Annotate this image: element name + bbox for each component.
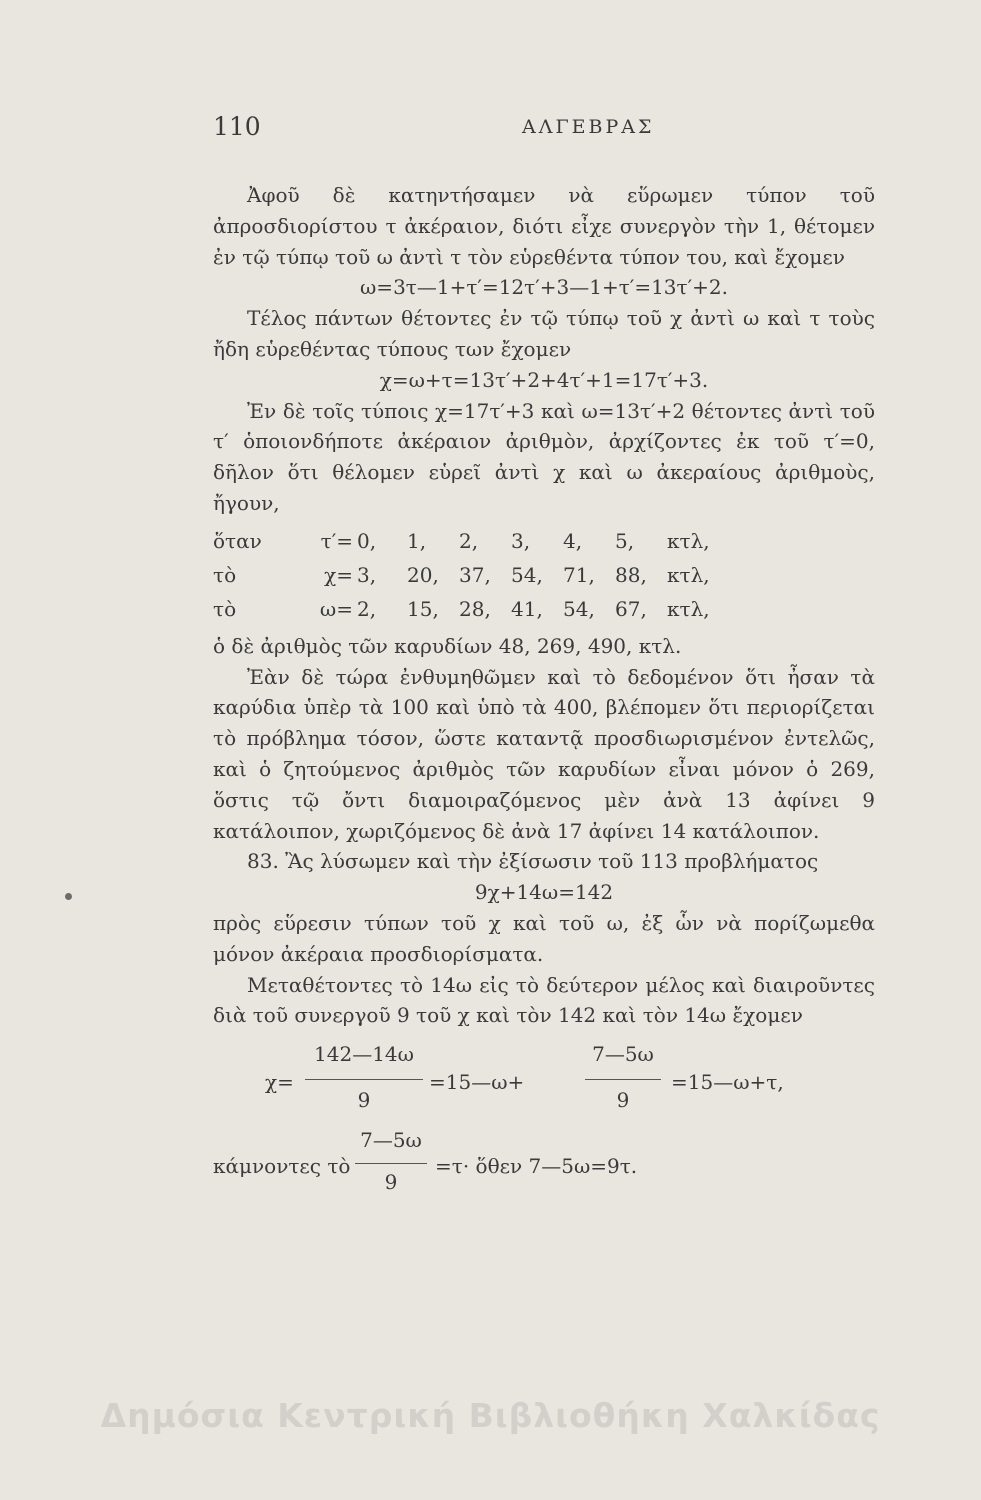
table-row <box>213 525 710 559</box>
values-table <box>213 525 710 627</box>
table-row <box>213 559 710 593</box>
table-cell: 20, <box>407 563 439 588</box>
table-cell: 2, <box>357 597 377 622</box>
paragraph: Ἐὰν δὲ τώρα ἐνθυμηθῶμεν καὶ τὸ δεδομένον ὅτι ἦσαν τὰ καρύδια ὑπὲρ τὰ 100 καὶ ὑπὸ τὰ 400, βλέπομεν ὅτι περιορίζεται τὸ πρόβλημα τόσον, ὥστε καταντᾷ προσδιωρισμένον ἐντελῶς, καὶ ὁ ζητούμενος ἀριθμὸς τῶν καρυδίων εἶναι μόνον ὁ 269, ὅστις τῷ ὄντι διαμοιραζόμενος μὲν ἀνὰ 13 ἀφίνει 9 κατάλοιπον, χωριζόμενος δὲ ἀνὰ 17 ἀφίνει 14 κατάλοιπον. <box>213 664 875 843</box>
table-cell: 15, <box>407 597 439 622</box>
fraction-bar <box>585 1079 661 1080</box>
row-label: τὸ <box>213 563 237 588</box>
fraction-bar <box>305 1079 423 1080</box>
table-cell: 3, <box>511 529 531 554</box>
paragraph: Ἀφοῦ δὲ κατηντήσαμεν νὰ εὕρωμεν τύπον τοῦ ἀπροσδιορίστου τ ἀκέραιον, διότι εἶχε συνεργὸν τὴν 1, θέτομεν ἐν τῷ τύπῳ τοῦ ω ἀντὶ τ τὸν εὑρεθέντα τύπον του, καὶ ἔχομεν <box>213 183 875 269</box>
table-cell: κτλ, <box>667 529 710 554</box>
table-cell: 67, <box>615 597 647 622</box>
row-symbol: χ= <box>324 563 353 588</box>
paragraph: Μεταθέτοντες τὸ 14ω εἰς τὸ δεύτερον μέλος καὶ διαιροῦντες διὰ τοῦ συνεργοῦ 9 τοῦ χ καὶ τὸν 142 καὶ τὸν 14ω ἔχομεν <box>213 972 875 1028</box>
row-symbol: τ′= <box>320 529 353 554</box>
table-cell: κτλ, <box>667 597 710 622</box>
fraction-denominator: 9 <box>384 1170 398 1195</box>
row-label: ὅταν <box>213 529 262 554</box>
fraction-denominator: 9 <box>357 1088 371 1113</box>
paragraph: πρὸς εὕρεσιν τύπων τοῦ χ καὶ τοῦ ω, ἐξ ὧν νὰ πορίζωμεθα μόνον ἀκέραια προσδιορίσματα. <box>213 910 875 966</box>
margin-dot <box>65 893 72 900</box>
fraction-numerator: 142—14ω <box>314 1042 414 1067</box>
table-cell: 5, <box>615 529 635 554</box>
table-cell: 28, <box>459 597 491 622</box>
table-cell: 0, <box>357 529 377 554</box>
fraction-denominator: 9 <box>616 1088 630 1113</box>
table-cell: 3, <box>357 563 377 588</box>
paragraph: ὁ δὲ ἀριθμὸς τῶν καρυδίων 48, 269, 490, κτλ. <box>213 633 682 658</box>
fraction-equation <box>213 1125 875 1203</box>
fraction-rhs: =15—ω+τ, <box>671 1070 784 1095</box>
row-label: τὸ <box>213 597 237 622</box>
table-cell: 54, <box>511 563 543 588</box>
table-cell: 41, <box>511 597 543 622</box>
fraction-rhs: =τ· ὅθεν 7—5ω=9τ. <box>435 1154 638 1179</box>
table-cell: 71, <box>563 563 595 588</box>
paragraph: 83. Ἂς λύσωμεν καὶ τὴν ἐξίσωσιν τοῦ 113 προβλήματος <box>247 849 819 874</box>
running-title: ΑΛΓΕΒΡΑΣ <box>522 116 655 138</box>
page-number: 110 <box>213 112 261 141</box>
fraction-prefix: κάμνοντες τὸ <box>213 1154 351 1179</box>
library-watermark: Δημόσια Κεντρική Βιβλιοθήκη Χαλκίδας <box>100 1396 881 1435</box>
fraction-equation <box>213 1039 875 1125</box>
fraction-numerator: 7—5ω <box>592 1042 654 1067</box>
table-cell: κτλ, <box>667 563 710 588</box>
paragraph: Ἐν δὲ τοῖς τύποις χ=17τ′+3 καὶ ω=13τ′+2 θέτοντες ἀντὶ τοῦ τ′ ὁποιονδήποτε ἀκέραιον ἀριθμὸν, ἀρχίζοντες ἐκ τοῦ τ′=0, δῆλον ὅτι θέλομεν εὑρεῖ ἀντὶ χ καὶ ω ἀκεραίους ἀριθμοὺς, ἤγουν, <box>213 398 875 515</box>
table-cell: 1, <box>407 529 427 554</box>
page-header <box>0 112 981 152</box>
fraction-middle: =15—ω+ <box>429 1070 525 1095</box>
table-cell: 54, <box>563 597 595 622</box>
paragraph: Τέλος πάντων θέτοντες ἐν τῷ τύπῳ τοῦ χ ἀντὶ ω καὶ τ τοὺς ἤδη εὑρεθέντας τύπους των ἔχομεν <box>213 306 875 361</box>
equation: ω=3τ—1+τ′=12τ′+3—1+τ′=13τ′+2. <box>360 275 728 300</box>
text-body <box>213 180 875 1203</box>
fraction-lhs: χ= <box>265 1070 294 1095</box>
table-cell: 4, <box>563 529 583 554</box>
equation: χ=ω+τ=13τ′+2+4τ′+1=17τ′+3. <box>379 367 709 392</box>
table-row <box>213 593 710 627</box>
fraction-bar <box>355 1163 427 1164</box>
table-cell: 2, <box>459 529 479 554</box>
row-symbol: ω= <box>319 597 353 622</box>
equation: 9χ+14ω=142 <box>474 880 614 905</box>
table-cell: 88, <box>615 563 647 588</box>
table-cell: 37, <box>459 563 491 588</box>
fraction-numerator: 7—5ω <box>360 1128 422 1153</box>
